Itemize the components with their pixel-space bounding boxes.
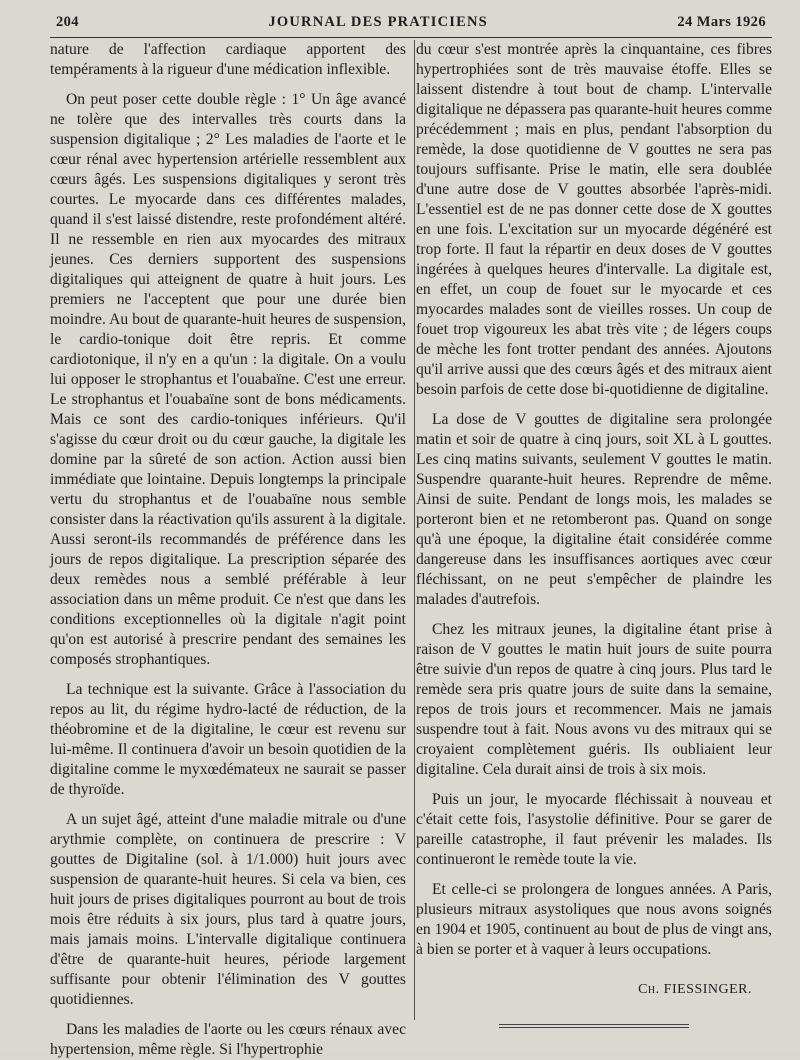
author-signature: Ch. FIESSINGER.	[638, 982, 752, 997]
paragraph: On peut poser cette double règle : 1° Un âge avancé ne tolère que des intervalles très courts dans la suspension digitalique ; 2° Les maladies de l'aorte et le cœur rénal avec hypertension artérielle ressemblent aux cœurs âgés. Les suspensions digitaliques y seront très courtes. Le myocarde dans ces différentes malades, quand il s'est laissé distendre, reste profondément altéré. Il ne ressemble en rien aux myocardes des mitraux jeunes. Ces derniers supportent des suspensions digitaliques qui atteignent de quatre à huit jours. Les premiers ne l'acceptent que pour une durée bien moindre. Au bout de quarante-huit heures de suspension, le cardio-tonique doit être repris. Et comme cardiotonique, il n'y en a qu'un : la digitale. On a voulu lui opposer le strophantus et l'ouabaïne. C'est une erreur. Le strophantus et l'ouabaïne sont de bons médicaments. Mais ce sont des cardio-toniques inférieurs. Qu'il s'agisse du cœur droit ou du cœur gauche, la digitale les domine par la sûreté de son action. Action aussi bien immédiate que lointaine. Depuis longtemps la principale vertu du strophantus et de l'ouabaïne nous semble consister dans la réactivation qu'ils assurent à la digitale. Aussi seront-ils recommandés de préférence dans les jours de repos digitalique. La prescription séparée des deux remèdes nous a semblé préférable à leur association dans un même produit. Ce n'est que dans les conditions exceptionnelles où la digitale n'agit point qu'on est autorisé à prescrire pendant des semaines les composés strophantiques.	[50, 91, 406, 668]
paragraph: Puis un jour, le myocarde fléchissait à nouveau et c'était cette fois, l'asystolie définitive. Pour se garer de pareille catastrophe, il faut prévenir les malades. Ils continueront le remède toute la vie.	[416, 791, 772, 868]
paragraph: La dose de V gouttes de digitaline sera prolongée matin et soir de quatre à cinq jours, soit XL à L gouttes. Les cinq matins suivants, seulement V gouttes le matin. Suspendre quarante-huit heures. Reprendre de même. Ainsi de suite. Pendant de longs mois, les malades se porteront bien et ne retomberont pas. Quand on songe qu'à une époque, la digitaline était considérée comme dangereuse dans les insuffisances aortiques avec cœur fléchissant, on ne peut s'empêcher de plaindre les malades d'autrefois.	[416, 411, 772, 608]
page-header	[50, 14, 772, 31]
paragraph: Et celle-ci se prolongera de longues années. A Paris, plusieurs mitraux asystoliques que nous avons soignés en 1904 et 1905, continuent au bout de plus de vingt ans, à bien se porter et à vaquer à leurs occupations.	[416, 881, 772, 958]
paragraph: Dans les maladies de l'aorte ou les cœurs rénaux avec hypertension, même règle. Si l'hypertrophie	[50, 1021, 406, 1058]
paragraph: A un sujet âgé, atteint d'une maladie mitrale ou d'une arythmie complète, on continuera de prescrire : V gouttes de Digitaline (sol. à 1/1.000) huit jours avec suspension de quarante-huit heures. Si cela va bien, ces huit jours de prises digitaliques pourront au bout de trois mois être réduits à six jours, plus tard à quatre jours, mais jamais moins. L'intervalle digitalique continuera d'être de quarante-huit heures, période largement suffisante pour obtenir l'élimination des V gouttes quotidiennes.	[50, 811, 406, 1008]
right-column	[416, 40, 772, 1060]
end-rule	[499, 1024, 689, 1028]
paragraph: La technique est la suivante. Grâce à l'association du repos au lit, du régime hydro-lacté de réduction, de la théobromine et de la digitaline, le cœur est revenu sur lui-même. Il continuera d'avoir un besoin quotidien de la digitaline comme le myxœdémateux ne saurait se passer de thyroïde.	[50, 681, 406, 798]
column-divider	[414, 40, 415, 1020]
page-number: 204	[56, 14, 79, 30]
paragraph: nature de l'affection cardiaque apportent des tempéraments à la rigueur d'une médication inflexible.	[50, 41, 406, 78]
paragraph: Chez les mitraux jeunes, la digitaline étant prise à raison de V gouttes le matin huit jours de suite pourra être suivie d'un repos de quatre à cinq jours. Plus tard le remède sera pris quatre jours de suite dans la semaine, repos de trois jours et recommencer. Mais ne jamais suspendre tout à fait. Nous avons vu des mitraux qui se croyaient complètement guéris. Ils oubliaient leur digitaline. Cela durait ainsi de trois à six mois.	[416, 621, 772, 778]
header-rule	[50, 37, 772, 38]
paragraph: du cœur s'est montrée après la cinquantaine, ces fibres hypertrophiées sont de très mauvaise étoffe. Elles se laissent distendre à tout bout de champ. L'intervalle digitalique ne dépassera pas quarante-huit heures comme précédemment ; mais en plus, pendant l'absorption du remède, la dose quotidienne de V gouttes ne sera pas toujours suffisante. Prise le matin, elle sera doublée d'une autre dose de V gouttes absorbée l'après-midi. L'essentiel est de ne pas donner cette dose de X gouttes en une fois. L'excitation sur un myocarde dégénéré est trop forte. Il faut la répartir en deux doses de V gouttes ingérées à quelques heures d'intervalle. La digitale est, en effet, un coup de fouet sur le myocarde et ces myocardes malades sont de vieilles rosses. Un coup de fouet trop vigoureux les abat très vite ; de légers coups de mèche les font trotter pendant des années. Ajoutons qu'il arrive aussi que des cœurs âgés et des mitraux aient besoin parfois de cette dose bi-quotidienne de digitaline.	[416, 41, 772, 398]
left-column	[50, 40, 406, 1060]
journal-title: JOURNAL DES PRATICIENS	[268, 14, 488, 30]
article-columns	[50, 40, 772, 1060]
issue-date: 24 Mars 1926	[677, 14, 766, 30]
